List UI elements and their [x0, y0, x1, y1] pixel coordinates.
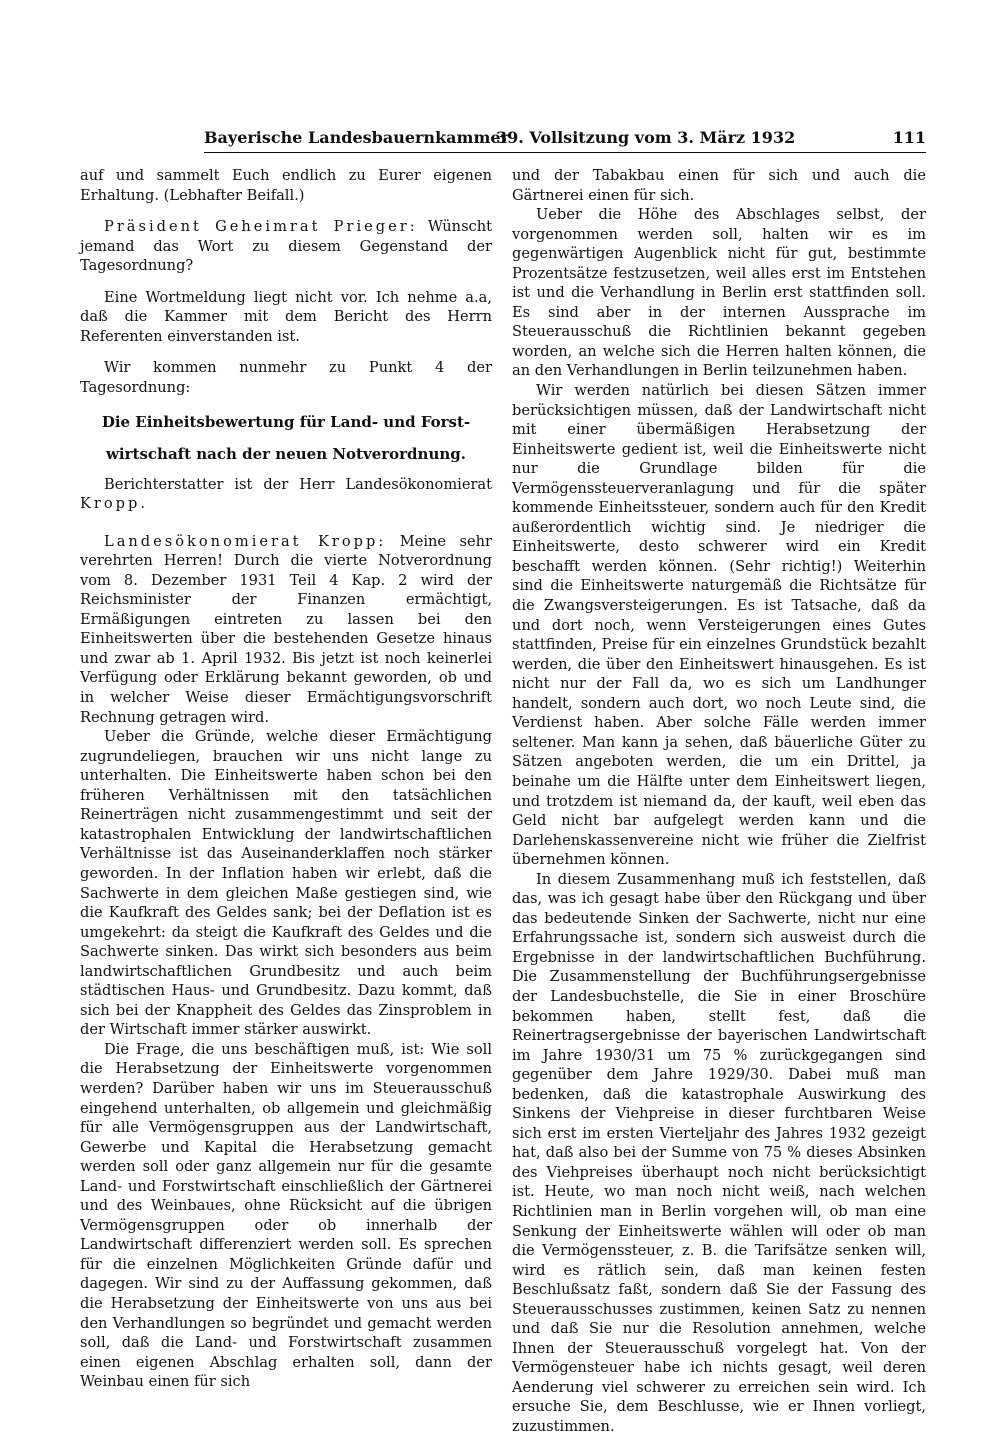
speaker-name: Landesökonomierat Kropp: — [104, 532, 387, 550]
paragraph-text: Berichterstatter ist der Herr Landesökonomierat — [104, 475, 492, 493]
paragraph: Ueber die Gründe, welche dieser Ermächtigung zugrundeliegen, brauchen wir uns nicht lange zu unterhalten. Die Einheitswerte haben schon bei den früheren Verhältnissen mit den tatsächlichen Reinerträgen nicht zusammengestimmt und seit der katastrophalen Entwicklung der landwirtschaftlichen Verhältnisse ist das Auseinanderklaffen noch stärker geworden. In der Inflation haben wir erlebt, daß die Sachwerte in dem gleichen Maße gestiegen sind, wie die Kaufkraft des Geldes sank; bei der Deflation ist es umgekehrt: da steigt die Kaufkraft des Geldes und die Sachwerte sinken. Das wirkt sich besonders aus beim landwirtschaftlichen Grundbesitz und auch beim städtischen Haus- und Grundbesitz. Dazu kommt, daß sich bei der Knappheit des Geldes das Zinsproblem in der Wirtschaft immer stärker auswirkt. — [80, 728, 492, 1039]
page-number: 111 — [892, 128, 926, 147]
paragraph: Die Frage, die uns beschäftigen muß, ist: Wie soll die Herabsetzung der Einheitswerte vorgenommen werden? Darüber haben wir uns im Steuerausschuß eingehend unterhalten, ob allgemein und gleichmäßig für alle Vermögensgruppen aus der Landwirtschaft, Gewerbe und Kapital die Herabsetzung gemacht werden soll oder ganz allgemein nur für die gesamte Land- und Forstwirtschaft einschließlich der Gärtnerei und des Weinbaues, ohne Rücksicht auf die übrigen Vermögensgruppen oder ob innerhalb der Landwirtschaft differenziert werden soll. Es sprechen für die einzelnen Möglichkeiten Gründe dafür und dagegen. Wir sind zu der Auffassung gekommen, daß die Herabsetzung der Einheitswerte von uns aus bei den Verhandlungen so begründet und gemacht werden soll, daß die Land- und Forstwirtschaft zusammen einen eigenen Abschlag erhalten soll, dann der Weinbau einen für sich — [80, 1040, 492, 1391]
paragraph: auf und sammelt Euch endlich zu Eurer eigenen Erhaltung. (Lebhafter Beifall.) — [80, 167, 492, 204]
section-heading: Die Einheitsbewertung für Land- und Forst- — [101, 413, 471, 432]
paragraph: In diesem Zusammenhang muß ich feststellen, daß das, was ich gesagt habe über den Rückgang und über das bedeutende Sinken der Sachwerte, nicht nur eine Erfahrungssache ist, sondern sich ausweist durch die Ergebnisse in der landwirtschaftlichen Buchführung. Die Zusammenstellung der Buchführungsergebnisse der Landesbuchstelle, die Sie in einer Broschüre bekommen haben, stellt fest, daß die Reinertragsergebnisse der bayerischen Landwirtschaft im Jahre 1930/31 um 75 % zurückgegangen sind gegenüber dem Jahre 1929/30. Dabei muß man bedenken, daß die katastrophale Auswirkung des Sinkens der Viehpreise in dieser furchtbaren Weise sich erst im ersten Vierteljahr des Jahres 1932 gezeigt hat, daß also bei der Summe von 75 % dieses Absinken des Viehpreises überhaupt noch nicht berücksichtigt ist. Heute, wo man noch nicht weiß, nach welchen Richtlinien man in Berlin vorgehen will, ob man eine Senkung der Einheitswerte wählen will oder ob man die Vermögenssteuer, z. B. die Tarifsätze senken will, wird es rätlich sein, daß man keinen festen Beschlußsatz faßt, sondern daß Sie der Fassung des Steuerausschusses zustimmen, keinen Satz zu nennen und daß Sie nur die Resolution annehmen, welche Ihnen der Steuerausschuß vorgelegt hat. Von der Vermögensteuer habe ich nichts gesagt, weil deren Aenderung viel schwerer zu erreichen sein wird. Ich ersuche Sie, dem Beschlusse, wie er Ihnen vorliegt, zuzustimmen. — [512, 870, 926, 1435]
speaker-name: Präsident Geheimrat Prieger: — [104, 218, 418, 236]
paragraph — [80, 217, 492, 276]
speaker-name: Kropp. — [80, 495, 148, 513]
paragraph-text: Wünscht jemand das Wort zu diesem Gegenstand der Tagesordnung? — [80, 218, 492, 275]
right-column — [512, 166, 926, 1437]
header-session: 39. Vollsitzung vom 3. März 1932 — [496, 128, 796, 147]
paragraph — [80, 475, 492, 514]
paragraph-text: Meine sehr verehrten Herren! Durch die vierte Notverordnung vom 8. Dezember 1931 Teil 4 Kap. 2 wird der Reichsminister der Finanzen ermächtigt, Ermäßigungen eintreten zu lassen bei den Einheitswerten über die bestehenden Gesetze hinaus und zwar ab 1. April 1932. Bis jetzt ist noch keinerlei Verfügung oder Erklärung bekannt geworden, ob und in welcher Weise dieser Ermächtigungsvorschrift Rechnung getragen wird. — [80, 532, 492, 726]
paragraph: Wir kommen nunmehr zu Punkt 4 der Tagesordnung: — [80, 359, 492, 396]
paragraph: und der Tabakbau einen für sich und auch die Gärtnerei einen für sich. — [512, 167, 926, 204]
paragraph: Wir werden natürlich bei diesen Sätzen immer berücksichtigen müssen, daß der Landwirtschaft nicht mit einer übermäßigen Herabsetzung der Einheitswerte gedient ist, weil die Einheitswerte nicht nur die Grundlage bilden für die Vermögenssteuerveranlagung und für die später kommende Einheitssteuer, sondern auch für den Kredit außerordentlich wichtig sind. Je niedriger die Einheitswerte, desto schwerer wird ein Kredit beschafft werden können. (Sehr richtig!) Weiterhin sind die Einheitswerte naturgemäß die Richtsätze für die Zwangsversteigerungen. Es ist Tatsache, daß da und dort noch, wenn Versteigerungen eines Gutes stattfinden, Preise für ein einzelnes Grundstück bezahlt werden, die über den Einheitswert hinausgehen. Es ist nicht nur der Fall da, wo es sich um Landhunger handelt, sondern auch dort, wo noch Leute sind, die Verdienst haben. Aber solche Fälle werden immer seltener. Man kann ja sehen, daß bäuerliche Güter zu Sätzen angeboten werden, die um ein Drittel, ja beinahe um die Hälfte unter dem Einheitswert liegen, und trotzdem ist niemand da, der kauft, weil eben das Geld nicht bar aufgelegt werden kann und die Darlehenskassenvereine nicht wie früher die Zielfrist übernehmen können. — [512, 382, 926, 869]
section-heading: wirtschaft nach der neuen Notverordnung. — [106, 445, 466, 464]
paragraph: Eine Wortmeldung liegt nicht vor. Ich nehme a.a, daß die Kammer mit dem Bericht des Herrn Referenten einverstanden ist. — [80, 288, 492, 345]
header-publication: Bayerische Landesbauernkammer — [204, 128, 509, 147]
left-column — [80, 166, 492, 1392]
paragraph — [80, 532, 492, 727]
paragraph: Ueber die Höhe des Abschlages selbst, der vorgenommen werden soll, halten wir es im gegenwärtigen Augenblick nicht für gut, bestimmte Prozentsätze festzusetzen, weil alles erst im Entstehen ist und die Verhandlung in Berlin erst stattfinden soll. Es sind aber in der internen Aussprache im Steuerausschuß die Richtlinien bekannt gegeben worden, an welche sich die Herren halten können, die an den Verhandlungen in Berlin teilzunehmen haben. — [512, 206, 926, 380]
page-header — [204, 126, 926, 153]
